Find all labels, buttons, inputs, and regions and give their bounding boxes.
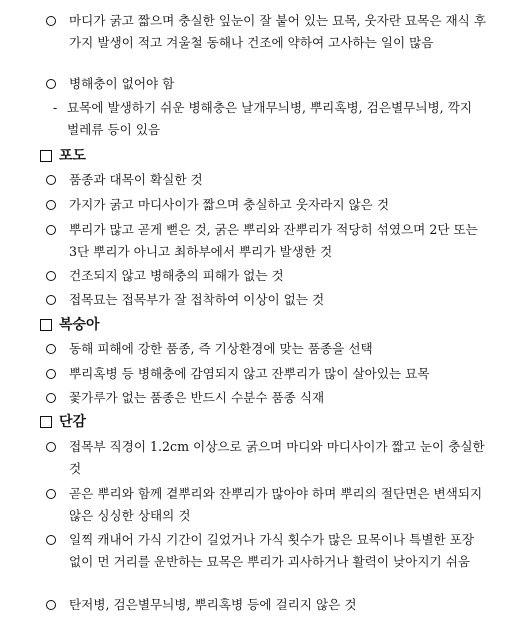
list-item: 품종과 대목이 확실한 것	[46, 169, 486, 191]
list-item: 뿌리가 많고 곧게 뻗은 것, 굵은 뿌리와 잔뿌리가 적당히 섞였으며 2단 또는 3단 뿌리가 아니고 최하부에서 뿌리가 발생한 것	[46, 219, 486, 263]
list-item: 가지가 굵고 마디사이가 짧으며 충실하고 웃자라지 않은 것	[46, 194, 486, 216]
circle-bullet-icon	[46, 369, 56, 379]
circle-bullet-icon	[46, 175, 56, 185]
circle-bullet-icon	[46, 344, 56, 354]
dash-bullet: -	[53, 100, 58, 115]
list-item: 탄저병, 검은별무늬병, 뿌리혹병 등에 걸리지 않은 것	[46, 594, 486, 616]
square-bullet-icon	[40, 150, 52, 162]
square-bullet-icon	[40, 416, 52, 428]
square-bullet-icon	[40, 319, 52, 331]
list-item: 뿌리혹병 등 병해충에 감염되지 않고 잔뿌리가 많이 살아있는 묘목	[46, 363, 486, 385]
list-item: 접목묘는 접목부가 잘 접착하여 이상이 없는 것	[46, 289, 486, 311]
circle-bullet-icon	[46, 393, 56, 403]
list-item: 접목부 직경이 1.2cm 이상으로 굵으며 마디와 마디사이가 짧고 눈이 충실한 것	[46, 436, 486, 480]
sub-list-item: - 묘목에 발생하기 쉬운 병해충은 날개무늬병, 뿌리혹병, 검은별무늬병, 깍지벌레류 등이 있음	[53, 97, 483, 141]
circle-bullet-icon	[46, 600, 56, 610]
list-item: 마디가 굵고 짧으며 충실한 잎눈이 잘 붙어 있는 묘목, 웃자란 묘목은 재식 후 가지 발생이 적고 겨울철 동해나 건조에 약하여 고사하는 일이 많음	[46, 10, 486, 54]
circle-bullet-icon	[46, 225, 56, 235]
list-item: 꽃가루가 없는 품종은 반드시 수분수 품종 식재	[46, 387, 486, 409]
circle-bullet-icon	[46, 442, 56, 452]
list-item: 병해충이 없어야 함	[46, 73, 486, 95]
circle-bullet-icon	[46, 295, 56, 305]
document-page: 마디가 굵고 짧으며 충실한 잎눈이 잘 붙어 있는 묘목, 웃자란 묘목은 재식 후 가지 발생이 적고 겨울철 동해나 건조에 약하여 고사하는 일이 많음 병해충이 없어야 함 - 묘목에 발생하기 쉬운 병해충은 날개무늬병, 뿌리혹병, 검은별무늬병, 깍지벌레류 등이 있음 포도 품종과 대목이 확실한 것 가지가 굵고 마디사이가 짧으며 충실하고 웃자라지 않은 것 뿌리가 많고 곧게 뻗은 것, 굵은 뿌리와 잔뿌리가 적당히 섞였으며 2단 또는 3단 뿌리가 아니고 최하부에서 뿌리가 발생한 것 건조되지 않고 병해충의 피해가 없는 것 접목묘는 접목부가 잘 접착하여 이상이 없는 것 복숭아 동해 피해에 강한 품종, 즉 기상환경에 맞는 품종을 선택 뿌리혹병 등 병해충에 감염되지 않고 잔뿌리가 많이 살아있는 묘목 꽃가루가 없는 품종은 반드시 수분수 품종 식재 단감 접목부 직경이 1.2cm 이상으로 굵으며 마디와 마디사이가 짧고 눈이 충실한 것 곧은 뿌리와 함께 곁뿌리와 잔뿌리가 많아야 하며 뿌리의 절단면은 변색되지 않은 싱싱한 상태의 것 일찍 캐내어 가식 기간이 길었거나 가식 횟수가 많은 묘목이나 특별한 포장 없이 먼 거리를 운반하는 묘목은 뿌리가 괴사하거나 활력이 낮아지기 쉬움 탄저병, 검은별무늬병, 뿌리혹병 등에 걸리지 않은 것	[0, 0, 513, 617]
list-item: 일찍 캐내어 가식 기간이 길었거나 가식 횟수가 많은 묘목이나 특별한 포장 없이 먼 거리를 운반하는 묘목은 뿌리가 괴사하거나 활력이 낮아지기 쉬움	[46, 529, 486, 573]
circle-bullet-icon	[46, 271, 56, 281]
circle-bullet-icon	[46, 535, 56, 545]
list-item: 건조되지 않고 병해충의 피해가 없는 것	[46, 265, 486, 287]
circle-bullet-icon	[46, 16, 56, 26]
list-item: 동해 피해에 강한 품종, 즉 기상환경에 맞는 품종을 선택	[46, 338, 486, 360]
circle-bullet-icon	[46, 79, 56, 89]
list-item: 곧은 뿌리와 함께 곁뿌리와 잔뿌리가 많아야 하며 뿌리의 절단면은 변색되지 않은 싱싱한 상태의 것	[46, 483, 486, 527]
circle-bullet-icon	[46, 489, 56, 499]
circle-bullet-icon	[46, 200, 56, 210]
